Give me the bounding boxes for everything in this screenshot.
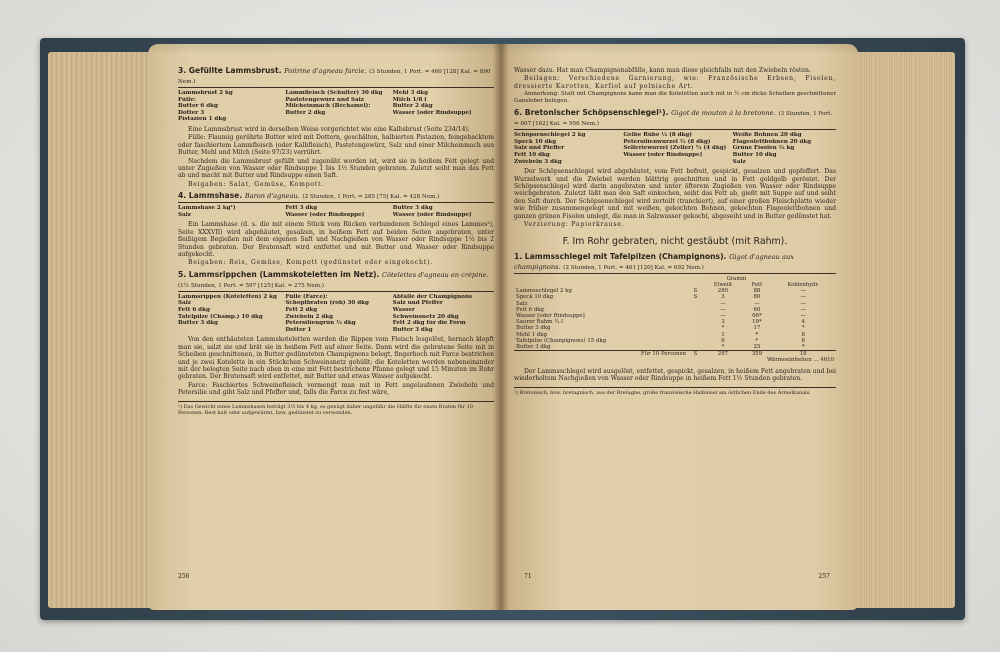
paragraph: Beilagen: Verschiedene Garnierung, wie: Französische Erbsen, Fisolen, dressierte Karotten, Karfiol auf polnische Art. (514, 75, 836, 90)
table-cell: 8 (801, 331, 805, 338)
table-cell: 4 (801, 319, 805, 326)
paragraph: Fülle: Flaumig gerührte Butter wird mit Dottern, geschälten, halbierten Pistazien, feingehacktem oder faschiertem Lammfleisch (oder Kalbfleisch), Pastetengewürz, Salz und einer Milcheinmach aus Butter, Mehl und Milch (Seite 97/23) verrührt. (178, 134, 494, 157)
ingredient-columns (178, 294, 494, 334)
ingredient-column: Schöpsenschlegel 2 kg Speck 10 dkg Salz und Pfeffer Fett 10 dkg Zwiebeln 3 dkg (514, 132, 586, 165)
recipe-title: 3. Gefüllte Lammsbrust. Poitrine d'agneau farcie. (3 Stunden, 1 Port. = 460 [128] Kal. = 890 Nem.) (178, 66, 494, 88)
recipe-title: 6. Bretonischer Schöpsenschlegel¹). Gigot de mouton à la bretonne. (3 Stunden, 1 Port. = 607 [162] Kal. = 956 Nem.) (514, 108, 836, 130)
ingredient-column: Abfälle der Champignons Salz und Pfeffer Wasser Schweinsnetz 20 dkg Fett 2 dkg für die Form Butter 3 dkg (392, 293, 473, 333)
table-cell: 66* (752, 313, 762, 320)
ingredient-columns (178, 90, 494, 123)
table-cell: — (800, 300, 806, 307)
table-cell: 6 (801, 337, 805, 344)
table-cell: — (720, 313, 726, 320)
table-cell: 17 (753, 325, 761, 332)
table-cell: 280 (717, 288, 729, 295)
ingredient-column: Fülle (Farce): Schopfbraten (roh) 30 dkg Fett 2 dkg Zwiebeln 2 dkg Petersiliengrün ½ dkg Dotter 1 (285, 293, 369, 333)
table-cell: — (800, 313, 806, 320)
table-cell: Salz (516, 300, 528, 307)
table-cell: * (721, 325, 725, 332)
table-cell: Mehl 1 dkg (516, 331, 547, 338)
table-row (514, 344, 836, 351)
page-number: 256 (178, 573, 190, 580)
footnote: ¹) Bretonisch, bzw. bretagnisch, aus der Bretagne, große französische Halbinsel am östlichen Ende des Ärmelkanals. (514, 387, 836, 396)
ingredient-column: Weiße Bohnen 20 dkg Flageolettbohnen 20 dkg Grüne Fisolen ½ kg Butter 10 dkg Salz (732, 132, 812, 165)
ingredient-column: Gelbe Rübe ½ (8 dkg) Petersilienwurzel ½ (8 dkg) Selleriewurzel (Zeller) ¼ (4 dkg) Wasser [oder Rindsuppe] (623, 132, 727, 158)
book-gutter (494, 44, 508, 610)
table-cell: Lammsschlegel 2 kg (516, 288, 572, 295)
table-cell: 19* (752, 319, 762, 326)
ingredient-column: Lammshase 2 kg¹) Salz (178, 205, 236, 218)
ingredient-column: Lammsbrust 2 kg Fülle: Butter 6 dkg Dotter 3 Pistazien 1 dkg (178, 90, 233, 123)
table-cell: Speck 10 dkg (516, 294, 554, 301)
paragraph: Beigaben: Salat, Gemüse, Kompott. (188, 180, 325, 188)
paragraph: Eine Lammsbrust wird in derselben Weise vorgerichtet wie eine Kalbsbrust (Seite 234/14). (188, 125, 470, 133)
table-cell: 6 (721, 337, 725, 344)
table-cell: Butter 3 dkg (516, 325, 551, 332)
paragraph: Farce: Faschiertes Schweinefleisch vermengt man mit in Fett angelaufenen Zwiebeln und Petersilie und gibt Salz und Pfeffer und, falls die Farce zu fest wäre, (178, 381, 494, 397)
paragraph: Der Lammsschlegel wird ausgelöst, entfettet, gespickt, gesalzen, in heißem Fett angebraten und bei wiederholtem Nachgießen von Wasser oder Rindsuppe in heißem Fett 1½ Stunden gebraten. (514, 367, 836, 383)
table-sum-row: Für 10 Personen S 297 359 18 (514, 351, 836, 358)
table-waerme-row: Wärmeeinheiten ... 4610 (766, 357, 834, 364)
recipe-title: 4. Lammshase. Baron d'agneau. (2 Stunden, 1 Port. = 285 [75] Kal. = 428 Nem.) (178, 191, 494, 203)
table-cell: 3 (721, 319, 725, 326)
table-cell: * (755, 331, 759, 338)
table-cell: 88 (753, 288, 761, 295)
paragraph: Der Schöpsenschlegel wird abgehäutet, vom Fett befreit, gespickt, gesalzen und gepfeffert. Das Wurzelwerk und die Zwiebel werden blättrig geschnitten und in Fett goldgelb geröstet. Der Schöpsenschlegel wird darin angebraten und unter öfterem Zugießen von Wasser oder Rindsuppe weichgebraten. Zuletzt läßt man den Saft einkochen, seiht das Fett ab, gießt mit Suppe auf und seiht den Saft durch. Der Schöpsenschlegel wird zerteilt (tranchiert), auf einer großen Fleischplatte wieder wie früher zusammengelegt und mit weißen, gekochten Bohnen, gekochten Flageolettbohnen und ganzen grünen Fisolen umlegt, die man in Salzwasser gekocht, abgeseiht und in Butter gedünstet hat. (514, 168, 836, 220)
table-cell: * (755, 337, 759, 344)
paragraph: Ein Lammshase (d. s. die mit einem Stück vom Rücken verbundenen Schlegel eines Lammes²), Seite XXXVII) wird abgehäutet, gesalzen, in heißem Fett auf beiden Seiten angebraten, unter fleißigem Begießen mit dem eigenen Saft und Nachgießen von Wasser oder Rindsuppe 1½ bis 2 Stunden gebraten. Der Bratensaft wird entfettet und mit Butter und Wasser oder Rindsuppe aufgekocht. (178, 221, 494, 259)
ingredient-column: Lammfleisch (Schulter) 30 dkg Pastetengewürz und Salz Milcheinmach (Béchamel): Butter 2 dkg (285, 90, 383, 116)
ingredient-column: Fett 3 dkg Wasser [oder Rindsuppe] (285, 205, 365, 218)
table-cell: Butter 3 dkg (516, 344, 551, 351)
section-heading: F. Im Rohr gebraten, nicht gestäubt (mit Rahm). (562, 236, 788, 248)
ingredient-column: Butter 3 dkg Wasser [oder Rindsuppe] (392, 205, 472, 218)
nutrition-table (514, 276, 836, 364)
table-cell: Saurer Rahm ¼ l (516, 319, 563, 326)
paragraph: Nachdem die Lammsbrust gefüllt und zugenäht worden ist, wird sie in heißem Fett gelegt und unter Zugießen von Wasser oder Rindsuppe 1 bis 1½ Stunden gebraten. Zuletzt seiht man das Fett ab und macht mit Butter und Rindsuppe einen Saft. (178, 157, 494, 180)
right-page-edges (845, 52, 955, 608)
table-cell: — (800, 288, 806, 295)
table-cell: 3 (721, 294, 725, 301)
paragraph: Verzierung: Papierkrause. (524, 221, 625, 229)
paragraph: Beigaben: Reis, Gemüse, Kompott (gedünstet oder eingekocht). (188, 259, 433, 267)
ingredient-column: Mehl 3 dkg Milch 1/8 l Butter 2 dkg Wasser [oder Rindsuppe] (392, 90, 472, 116)
table-cell: Fett 6 dkg (516, 306, 544, 313)
ingredient-column: Lammsrippen (Koteletten) 2 kg Salz Fett 6 dkg Tafelpilze (Champ.) 10 dkg Butter 3 dkg (178, 293, 277, 327)
left-page-edges (48, 52, 158, 608)
table-cell: * (801, 325, 805, 332)
table-cell: 60 (753, 306, 761, 313)
table-header-row: Eiweiß Fett Kohlenhydr. (713, 282, 819, 289)
table-cell: — (800, 294, 806, 301)
table-cell: * (721, 344, 725, 351)
table-cell: Wasser [oder Rindsuppe] (516, 313, 585, 320)
table-cell: — (754, 300, 760, 307)
right-page (500, 44, 858, 610)
left-page-content (178, 66, 494, 416)
table-cell: — (720, 306, 726, 313)
table-cell: — (800, 306, 806, 313)
table-cell (688, 344, 702, 351)
table-cell: — (720, 300, 726, 307)
left-page (148, 44, 502, 610)
table-body (514, 288, 836, 351)
table-cell: 25 (753, 344, 761, 351)
table-cell: Tafelpilze (Champignons) 15 dkg (516, 337, 607, 344)
signature-mark: 71 (524, 573, 532, 580)
right-page-content (514, 66, 836, 396)
ingredient-columns (178, 205, 494, 218)
page-number: 257 (818, 573, 830, 580)
paragraph: Wasser dazu. Hat man Champignonabfälle, kann man diese gleichfalls mit den Zwiebeln rösten. (514, 67, 811, 74)
table-cell: S (693, 288, 698, 295)
ingredient-columns (514, 132, 836, 165)
recipe-title: 5. Lammsrippchen (Lammskoteletten im Netz). Côtelettes d'agneau en crépine. (1½ Stunden, 1 Port. = 597 [125] Kal. = 275 Nem.) (178, 270, 494, 292)
table-cell: * (801, 344, 805, 351)
table-cell: S (693, 294, 698, 301)
table-cell: 1 (721, 331, 725, 338)
paragraph: Von den enthäuteten Lammskoteletten werden die Rippen vom Fleisch losgelöst, hernach klopft man sie, salzt sie und brät sie in heißem Fett auf einer Seite. Dann wird die gebratene Seite mit in Scheiben geschnittenen, in Butter gedünsteten Champignons belegt, fingerhoch mit Farce bestrichen und je zwei Kotelette in ein Stückchen Schweinsnetz gehüllt; die Koteletten werden nebeneinander mit der belegten Seite nach oben in eine mit Fett bestrichene Pfanne gelegt und 15 Minuten im Rohr gebraten. Der Bratensaft wird entfettet, mit Butter und etwas Wasser aufgekocht. (178, 336, 494, 381)
note: Anmerkung: Statt mit Champignons kann man die Koteletten auch mit in ½ cm dicke Scheiben geschnittener Gansleber belegen. (514, 91, 836, 105)
table-header-row: Gramm (726, 275, 747, 282)
recipe-title: 1. Lammsschlegel mit Tafelpilzen (Champignons). Gigot d'agneau aux champignons. (2 Stunden, 1 Port. = 461 [120] Kal. = 692 Nem.) (514, 252, 836, 274)
table-cell: 80 (753, 294, 761, 301)
footnote: ¹) Das Gewicht eines Lammshasen beträgt 3½ bis 4 kg, es genügt daher ungefähr die Hälfte für einen Braten für 10 Personen. Rest kalt oder aufgewärmt, bzw. gedünstet zu verwenden. (178, 401, 494, 416)
